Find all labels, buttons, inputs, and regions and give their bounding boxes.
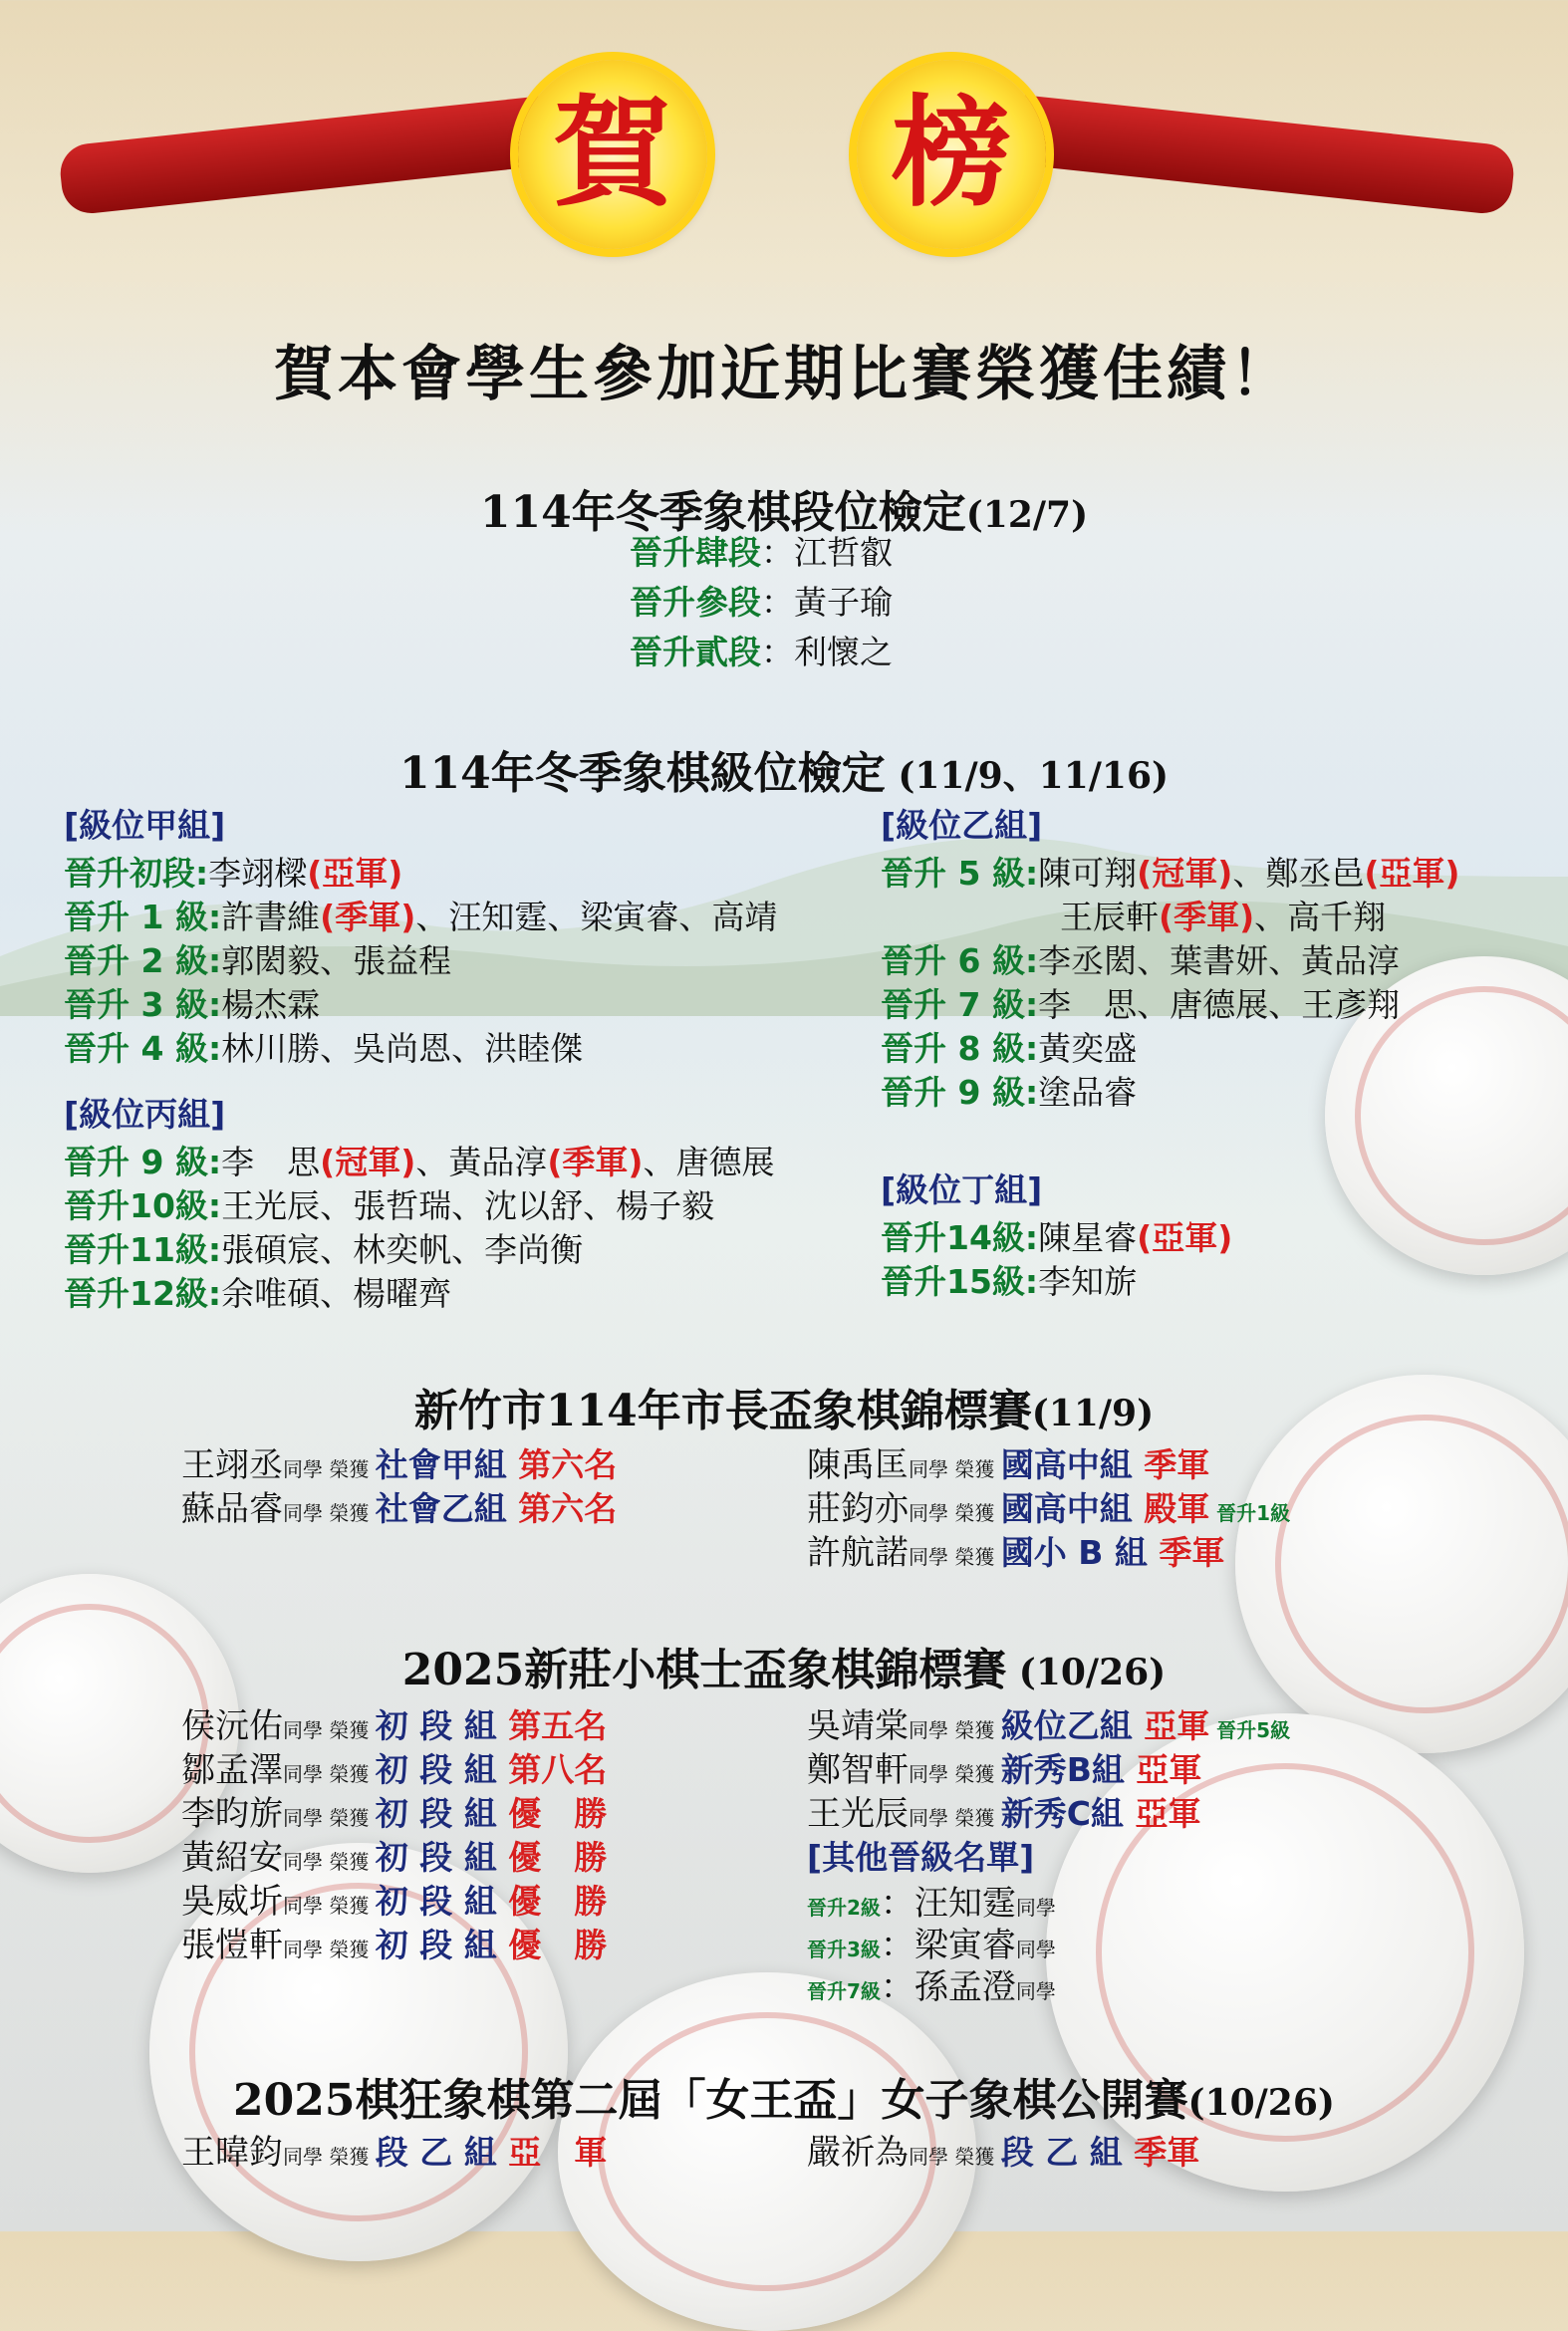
promotion-label: 晉升參段 (630, 583, 761, 622)
promotion-label: 晉升 8 級: (881, 1029, 1039, 1068)
promotion-label: 晉升10級: (64, 1186, 222, 1225)
student-names: 陳星睿 (1038, 1218, 1138, 1257)
group-name: 初 段 組 (375, 1706, 509, 1745)
award-tag: 同學 榮獲 (283, 2145, 376, 2169)
award-row (807, 1445, 1210, 1485)
promotion-note: 晉升1級 (1209, 1501, 1291, 1525)
student-name: 鄭智軒 (807, 1750, 909, 1790)
student-name: ：黃子瑜 (761, 583, 893, 622)
group-name: 初 段 組 (375, 1750, 509, 1789)
award-text: (季軍) (547, 1143, 644, 1181)
promotion-label: 晉升14級: (881, 1218, 1039, 1257)
rank-promotion-row (630, 533, 893, 572)
student-name: ：利懷之 (761, 633, 893, 671)
group-name: 國高中組 (1000, 1445, 1145, 1484)
group-name: 新秀B組 (1000, 1750, 1137, 1789)
student-names: 李 思、唐德展、王彥翔 (1038, 985, 1401, 1024)
student-name: 黃紹安 (181, 1838, 283, 1878)
student-names: 郭閎毅、張益程 (221, 941, 452, 980)
student-names: 許書維 (221, 898, 321, 936)
section5-title: 2025棋狂象棋第二屆「女王盃」女子象棋公開賽(10/26) (233, 2075, 1335, 2126)
award-tag: 同學 (1015, 1938, 1056, 1961)
award-row (181, 1838, 608, 1878)
result-text: 季軍 (1144, 1445, 1210, 1484)
award-text: (亞軍) (1364, 854, 1460, 893)
group-title (881, 1170, 1043, 1209)
award-tag: 同學 榮獲 (283, 1457, 376, 1481)
student-name: ：江哲叡 (761, 533, 893, 572)
group-title-text: [級位甲組] (64, 806, 226, 845)
ribbon-right (994, 93, 1516, 216)
promotion-label: 晉升 9 級: (64, 1143, 222, 1181)
award-row (807, 1794, 1201, 1834)
student-names: 、高千翔 (1254, 898, 1387, 936)
award-tag: 同學 榮獲 (283, 1501, 376, 1525)
student-names: 、鄭丞邑 (1232, 854, 1365, 893)
page-title: 賀本會學生參加近期比賽榮獲佳績！ (274, 340, 1294, 409)
award-tag: 同學 榮獲 (909, 2145, 1001, 2169)
award-tag: 同學 榮獲 (909, 1457, 1001, 1481)
badge-right (857, 60, 1046, 249)
badge-left (518, 60, 707, 249)
group-name: 級位乙組 (1000, 1706, 1145, 1745)
award-row (181, 1489, 618, 1529)
result-text: 優 勝 (508, 1926, 608, 1964)
student-names: 塗品睿 (1038, 1073, 1138, 1112)
student-name: 嚴祈為 (807, 2133, 909, 2173)
student-name: 許航諾 (807, 1533, 909, 1573)
award-tag: 同學 榮獲 (283, 1850, 376, 1874)
result-text: 優 勝 (508, 1882, 608, 1921)
level-promotion-row (881, 1073, 1138, 1112)
award-tag: 同學 榮獲 (283, 1762, 376, 1786)
level-promotion-row (64, 898, 778, 936)
award-row (181, 1882, 608, 1922)
group-title (881, 806, 1043, 845)
result-text: 亞軍 (1135, 1794, 1201, 1833)
promotion-label: 晉升 3 級: (64, 985, 222, 1024)
promotion-label: 晉升 4 級: (64, 1029, 222, 1068)
group-title-text: [級位乙組] (881, 806, 1043, 845)
award-text: (季軍) (1159, 898, 1255, 936)
student-names: 李知旂 (1038, 1262, 1138, 1301)
promotion-label: 晉升7級 (807, 1979, 881, 2003)
student-names: 李翊樑 (208, 854, 308, 893)
student-names: 李 思 (221, 1143, 321, 1181)
promotion-label: 晉升15級: (881, 1262, 1039, 1301)
promotion-label: 晉升貳段 (630, 633, 761, 671)
student-names: 李丞閎、葉書妍、黃品淳 (1038, 941, 1401, 980)
award-tag: 同學 榮獲 (909, 1501, 1001, 1525)
award-row (807, 1533, 1225, 1573)
student-name: ：汪知霆 (880, 1884, 1016, 1924)
student-name: ：梁寅睿 (880, 1926, 1016, 1965)
level-promotion-row (64, 941, 452, 980)
level-promotion-row (64, 1186, 715, 1225)
promotion-label: 晉升 6 級: (881, 941, 1039, 980)
student-names: 王光辰、張哲瑞、沈以舒、楊子毅 (221, 1186, 715, 1225)
student-names: 陳可翔 (1038, 854, 1138, 893)
result-text: 第八名 (508, 1750, 608, 1789)
award-text: (亞軍) (307, 854, 403, 893)
result-text: 亞 軍 (508, 2133, 608, 2172)
student-names: 張碩宸、林奕帆、李尚衡 (221, 1230, 584, 1269)
student-name: ：孫孟澄 (880, 1967, 1016, 2007)
group-title (64, 1095, 226, 1134)
section2-title: 114年冬季象棋級位檢定 (11/9、11/16) (398, 748, 1170, 799)
level-promotion-row (881, 985, 1401, 1024)
student-names: 楊杰霖 (221, 985, 321, 1024)
group-name: 國小 B 組 (1000, 1533, 1160, 1572)
award-text: (冠軍) (320, 1143, 416, 1181)
level-promotion-row (64, 1143, 775, 1181)
award-row (181, 1794, 608, 1834)
level-promotion-row (64, 1230, 584, 1269)
result-text: 亞軍 (1136, 1750, 1202, 1789)
other-promotion-row (807, 1967, 1056, 2007)
level-promotion-row (64, 985, 321, 1024)
award-text: (冠軍) (1137, 854, 1233, 893)
level-promotion-row (64, 854, 403, 893)
rank-promotion-row (630, 633, 893, 671)
group-name: 社會甲組 (375, 1445, 519, 1484)
student-name: 蘇品睿 (181, 1489, 283, 1529)
student-name: 陳禹匡 (807, 1445, 909, 1485)
level-promotion-row (64, 1274, 452, 1313)
student-names: 黃奕盛 (1038, 1029, 1138, 1068)
award-tag: 同學 榮獲 (283, 1718, 376, 1742)
student-name: 莊鈞亦 (807, 1489, 909, 1529)
result-text: 優 勝 (508, 1838, 608, 1877)
student-names: 、黃品淳 (415, 1143, 548, 1181)
ribbon-left (58, 93, 580, 216)
badge-left-text: 賀 (553, 85, 672, 223)
level-promotion-row (881, 1029, 1138, 1068)
award-row (181, 1926, 608, 1965)
award-text: (季軍) (320, 898, 416, 936)
promotion-label: 晉升肆段 (630, 533, 761, 572)
other-promotion-row (807, 1926, 1056, 1965)
award-tag: 同學 榮獲 (909, 1545, 1001, 1569)
group-title (64, 806, 226, 845)
award-row (807, 1489, 1291, 1529)
promotion-label: 晉升11級: (64, 1230, 222, 1269)
student-names: 、汪知霆、梁寅睿、高靖 (415, 898, 778, 936)
level-promotion-row (1060, 898, 1387, 936)
award-tag: 同學 榮獲 (283, 1806, 376, 1830)
promotion-label: 晉升2級 (807, 1896, 881, 1920)
student-names: 林川勝、吳尚恩、洪睦傑 (221, 1029, 584, 1068)
group-title (807, 1838, 1035, 1877)
promotion-label: 晉升 7 級: (881, 985, 1039, 1024)
badge-right-text: 榜 (892, 85, 1011, 223)
student-name: 侯沅佑 (181, 1706, 283, 1746)
result-text: 殿軍 (1144, 1489, 1210, 1528)
group-name: 國高中組 (1000, 1489, 1145, 1528)
student-name: 王暐鈞 (181, 2133, 283, 2173)
promotion-label: 晉升 5 級: (881, 854, 1039, 893)
section1-title: 114年冬季象棋段位檢定(12/7) (479, 487, 1089, 538)
student-name: 李昀旂 (181, 1794, 283, 1834)
group-name: 初 段 組 (375, 1926, 509, 1964)
student-names: 、唐德展 (643, 1143, 775, 1181)
level-promotion-row (881, 1218, 1233, 1257)
award-tag: 同學 榮獲 (909, 1718, 1001, 1742)
student-names: 王辰軒 (1060, 898, 1159, 936)
result-text: 第六名 (518, 1445, 618, 1484)
award-row (181, 1445, 618, 1485)
award-row (181, 1750, 608, 1790)
student-name: 吳靖棠 (807, 1706, 909, 1746)
student-name: 吳威圻 (181, 1882, 283, 1922)
section4-title: 2025新莊小棋士盃象棋錦標賽 (10/26) (401, 1645, 1167, 1695)
student-name: 鄒孟澤 (181, 1750, 283, 1790)
promotion-label: 晉升 9 級: (881, 1073, 1039, 1112)
group-name: 初 段 組 (375, 1882, 509, 1921)
result-text: 第六名 (518, 1489, 618, 1528)
student-name: 張愷軒 (181, 1926, 283, 1965)
promotion-label: 晉升3級 (807, 1938, 881, 1961)
promotion-label: 晉升 2 級: (64, 941, 222, 980)
award-row (807, 1706, 1291, 1746)
group-name: 初 段 組 (375, 1838, 509, 1877)
group-name: 初 段 組 (375, 1794, 509, 1833)
result-text: 季軍 (1134, 2133, 1200, 2172)
award-text: (亞軍) (1137, 1218, 1233, 1257)
level-promotion-row (881, 854, 1460, 893)
award-tag: 同學 榮獲 (283, 1894, 376, 1918)
promotion-label: 晉升初段: (64, 854, 209, 893)
award-row (181, 1706, 608, 1746)
group-name: 社會乙組 (375, 1489, 519, 1528)
award-row (807, 2133, 1200, 2173)
group-name: 新秀C組 (1000, 1794, 1136, 1833)
award-row (807, 1750, 1202, 1790)
group-title-text: [級位丁組] (881, 1170, 1043, 1209)
level-promotion-row (881, 1262, 1138, 1301)
student-name: 王翊丞 (181, 1445, 283, 1485)
award-tag: 同學 榮獲 (909, 1762, 1001, 1786)
result-text: 優 勝 (508, 1794, 608, 1833)
result-text: 亞軍 (1144, 1706, 1210, 1745)
student-name: 王光辰 (807, 1794, 909, 1834)
group-title-text: [其他晉級名單] (807, 1838, 1035, 1877)
other-promotion-row (807, 1884, 1056, 1924)
section3-title: 新竹市114年市長盃象棋錦標賽(11/9) (413, 1386, 1155, 1436)
group-name: 段 乙 組 (375, 2133, 509, 2172)
promotion-note: 晉升5級 (1209, 1718, 1291, 1742)
award-tag: 同學 榮獲 (283, 1938, 376, 1961)
award-tag: 同學 (1015, 1979, 1056, 2003)
promotion-label: 晉升12級: (64, 1274, 222, 1313)
group-title-text: [級位丙組] (64, 1095, 226, 1134)
promotion-label: 晉升 1 級: (64, 898, 222, 936)
group-name: 段 乙 組 (1000, 2133, 1135, 2172)
student-names: 余唯碩、楊曜齊 (221, 1274, 452, 1313)
award-row (181, 2133, 608, 2173)
level-promotion-row (64, 1029, 584, 1068)
rank-promotion-row (630, 583, 893, 622)
award-tag: 同學 榮獲 (909, 1806, 1001, 1830)
result-text: 季軍 (1159, 1533, 1225, 1572)
level-promotion-row (881, 941, 1401, 980)
award-tag: 同學 (1015, 1896, 1056, 1920)
result-text: 第五名 (508, 1706, 608, 1745)
